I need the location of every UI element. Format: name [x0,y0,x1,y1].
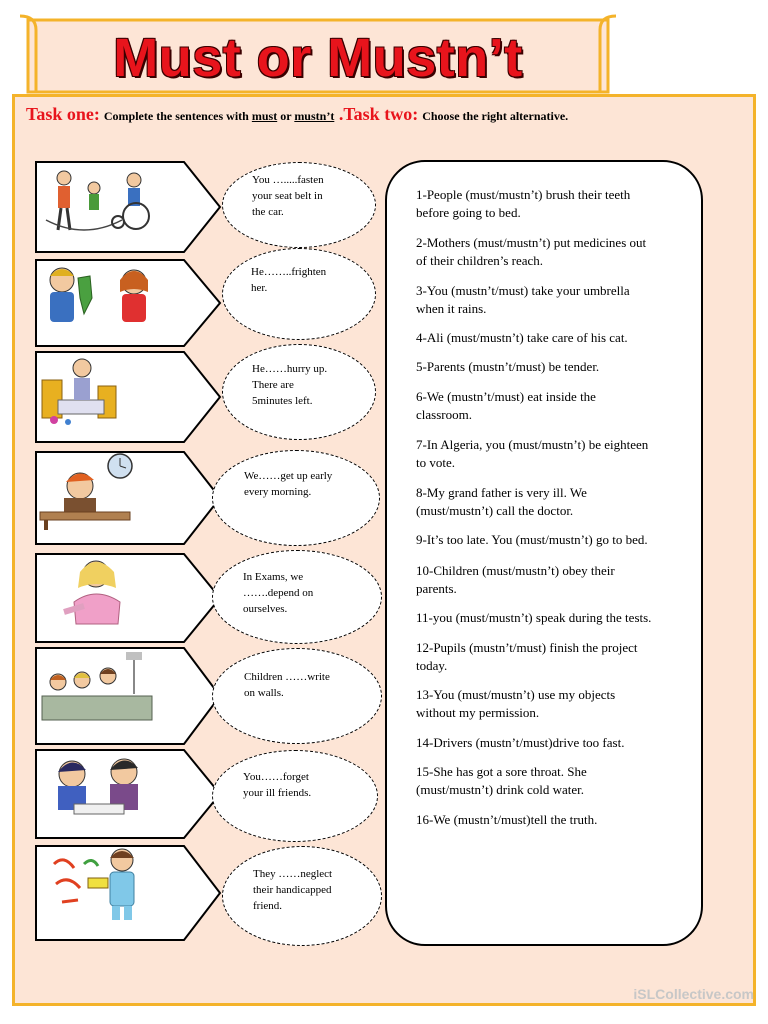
sentence-8-line-2: (must/mustn’t) call the doctor. [416,503,574,518]
sentence-6 [416,388,686,424]
bubble-7-line-2: your ill friends. [243,787,312,799]
sentence-6-line-2: classroom. [416,407,472,422]
bubble-3-line-2: There are [252,379,294,391]
sentence-12-line-2: today. [416,658,448,673]
sentence-16-line-1: 16-We (mustn’t/must)tell the truth. [416,812,598,827]
sentence-10-line-2: parents. [416,581,457,596]
sentence-12-line-1: 12-Pupils (mustn’t/must) finish the project [416,640,638,655]
bubble-8-line-1: They ……neglect [253,868,333,880]
task-one-text [104,109,334,123]
sentence-7-line-1: 7-In Algeria, you (must/mustn’t) be eighteen [416,437,649,452]
sentence-7-line-2: to vote. [416,455,455,470]
picture-card-3 [34,350,222,444]
picture-card-7 [34,748,222,840]
bubble-6-line-1: Children ……write [244,671,330,683]
sentence-15 [416,763,686,799]
sentence-8-line-1: 8-My grand father is very ill. We [416,485,587,500]
sentence-12 [416,639,686,675]
sentence-13-line-1: 13-You (must/mustn’t) use my objects [416,687,616,702]
picture-card-5 [34,552,222,644]
sentence-1-line-2: before going to bed. [416,205,521,220]
picture-card-6 [34,646,222,746]
task-one-or: or [277,109,295,123]
sentence-5 [416,358,686,376]
sentence-10 [416,562,686,598]
bubble-text-8 [253,866,332,914]
task-one-text-a: Complete the sentences with [103,109,252,123]
bubble-4-line-2: every morning. [244,486,312,498]
bubble-text-4 [244,468,332,500]
child-painting-illustration [34,844,184,928]
sentence-15-line-1: 15-She has got a sore throat. She [416,764,587,779]
sentence-10-line-1: 10-Children (must/mustn’t) obey their [416,563,615,578]
sentence-14-line-1: 14-Drivers (mustn’t/must)drive too fast. [416,735,625,750]
task-two-text: Choose the right alternative. [422,109,569,123]
bubble-5-line-2: …….depend on [243,587,314,599]
bubble-8-line-2: their handicapped [253,884,332,896]
sentence-1 [416,186,686,222]
bubble-text-1 [252,172,324,220]
sentence-7 [416,436,686,472]
bubble-1-line-1: You ….....fasten [252,174,324,186]
sentence-13-line-2: without my permission. [416,705,540,720]
children-studying-illustration [34,748,184,826]
sentence-1-line-1: 1-People (must/mustn’t) brush their teeth [416,187,631,202]
bubble-text-2 [251,264,326,296]
bubble-text-6 [244,669,330,701]
sentence-5-line-1: 5-Parents (mustn’t/must) be tender. [416,359,600,374]
task-two-label: Task two: [343,104,419,124]
task-instructions [26,104,746,125]
bubble-4-line-1: We……get up early [244,470,333,482]
bubble-6-line-2: on walls. [244,687,284,699]
sentence-3-line-1: 3-You (mustn’t/must) take your umbrella [416,283,630,298]
bubble-3-line-1: He……hurry up. [252,363,328,375]
bubble-5-line-1: In Exams, we [243,571,304,583]
picture-card-4 [34,450,222,546]
girl-thinking-illustration [34,552,184,630]
sentence-11-line-1: 11-you (must/mustn’t) speak during the tests. [416,610,652,625]
sentence-13 [416,686,686,722]
bubble-text-7 [243,769,311,801]
page-title: Must or Mustn’t [113,28,523,88]
children-playing-illustration [34,160,184,240]
sentence-15-line-2: (must/mustn’t) drink cold water. [416,782,585,797]
children-writing-wall-illustration [34,646,184,732]
boy-with-clock-illustration [34,450,184,532]
bubble-5-line-3: ourselves. [243,603,288,615]
boy-on-bed-illustration [34,350,184,430]
task-one-mustnt: mustn’t [294,109,335,123]
bubble-text-3 [252,361,327,409]
site-watermark: iSLCollective.com [633,986,754,1002]
boy-frightening-girl-illustration [34,258,184,336]
picture-card-1 [34,160,222,254]
task-one-label: Task one: [26,104,100,124]
bubble-1-line-3: the car. [252,206,284,218]
sentence-2-line-2: of their children’s reach. [416,253,544,268]
sentence-2 [416,234,686,270]
picture-card-8 [34,844,222,942]
sentence-11 [416,609,686,627]
bubble-2-line-1: He……..frighten [251,266,327,278]
picture-card-2 [34,258,222,348]
task-one-must: must [251,109,278,123]
sentence-6-line-1: 6-We (mustn’t/must) eat inside the [416,389,596,404]
sentence-8 [416,484,686,520]
sentence-9-line-1: 9-It’s too late. You (must/mustn’t) go to bed. [416,532,648,547]
sentence-16 [416,811,686,829]
task-separator: . [334,104,344,124]
bubble-7-line-1: You……forget [243,771,309,783]
bubble-text-5 [243,569,313,617]
bubble-1-line-2: your seat belt in [252,190,323,202]
bubble-2-line-2: her. [251,282,268,294]
sentence-4 [416,329,686,347]
sentence-2-line-1: 2-Mothers (must/mustn’t) put medicines out [416,235,647,250]
sentence-3-line-2: when it rains. [416,301,487,316]
sentence-4-line-1: 4-Ali (must/mustn’t) take care of his cat. [416,330,628,345]
bubble-3-line-3: 5minutes left. [252,395,313,407]
title-banner [18,14,618,98]
sentence-14 [416,734,686,752]
sentence-9 [416,531,686,549]
sentence-3 [416,282,686,318]
bubble-8-line-3: friend. [253,900,283,912]
